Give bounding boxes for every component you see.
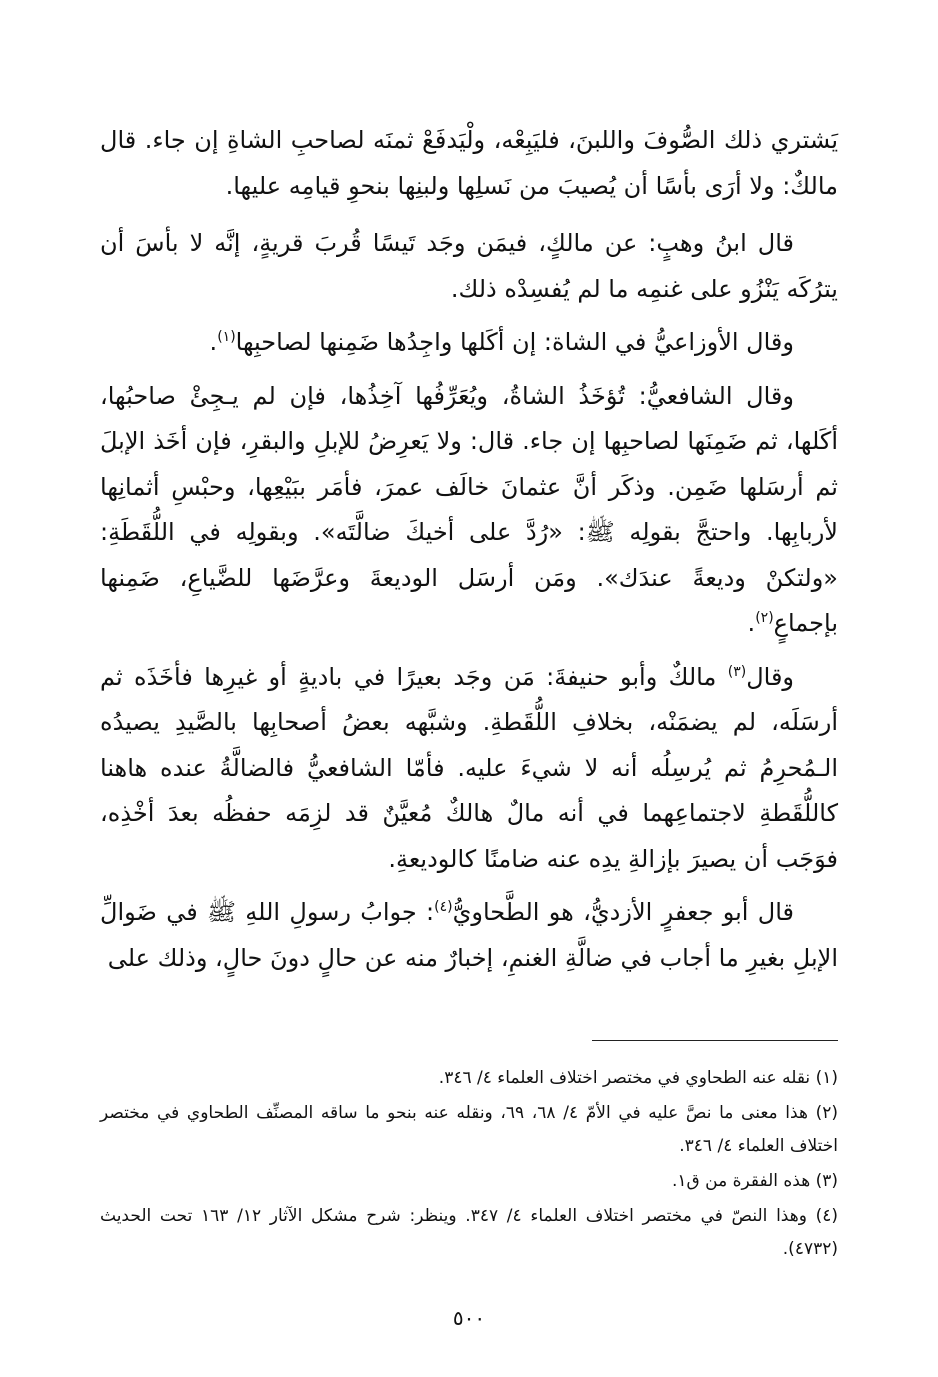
paragraph-2 [100,221,838,312]
paragraph-6-text: : جوابُ رسولِ اللهِ ﷺ في ضَوالِّ الإبلِ بغيرِ ما أجاب في ضالَّةِ الغنمِ، إخبارٌ منه عن حالٍ دونَ حالٍ، وذلك على [100,898,838,972]
footnote-3: (٣) هذه الفقرة من ق١. [672,1171,838,1191]
paragraph-5-start: وقال [746,662,794,691]
footnote-2: (٢) هذا معنى ما نصَّ عليه في الأمّ ٤/ ٦٨، ٦٩، ونقله عنه بنحو ما ساقه المصنِّف الطحاوي في مختصر اختلاف العلماء ٤/ ٣٤٦. [100,1103,838,1156]
paragraph-6-start: قال أبو جعفرٍ الأزديُّ، هو الطَّحاويُّ [452,898,794,926]
page-number: ٥٠٠ [452,1306,486,1330]
paragraph-5 [100,655,838,883]
footnote-ref-1: (١) [217,329,236,345]
footnote-4: (٤) وهذا النصّ في مختصر اختلاف العلماء ٤/ ٣٤٧. وينظر: شرح مشكل الآثار ١٢/ ١٦٣ تحت الحديث (٤٧٣٢). [100,1206,838,1259]
paragraph-4-text: وقال الشافعيُّ: تُؤخَذُ الشاةُ، ويُعَرِّفُها آخِذُها، فإن لم يـجِئْ صاحبُها، أكَلها، ثم ضَمِنَها لصاحبِها إن جاء. قال: ولا يَعرِضُ للإبلِ والبقرِ، فإن أخَذ الإبلَ ثم أرسَلها ضَمِن. وذكَر أنَّ عثمانَ خالَف عمرَ، فأمَر ببَيْعِها، وحبْسِ أثمانِها لأربابِها. واحتجَّ بقولِه ﷺ: «رُدَّ على أخيكَ ضالَّتَه». وبقولِه في اللُّقَطَةِ: «ولتكنْ وديعةً عندَك». ومَن أرسَل الوديعةَ وعرَّضَها للضَّياعِ، ضَمِنها بإجماعٍ [100,381,838,637]
footnote-1: (١) نقله عنه الطحاوي في مختصر اختلاف العلماء ٤/ ٣٤٦. [438,1068,838,1088]
paragraph-3 [100,320,838,366]
paragraph-3-text: وقال الأوزاعيُّ في الشاة: إن أكَلها واجِدُها ضَمِنها لصاحبِها [235,328,794,356]
paragraph-4 [100,374,838,647]
footnote-ref-4: (٤) [434,899,453,915]
paragraph-4-end: . [747,609,756,637]
paragraph-5-text: مالكٌ وأبو حنيفةَ: مَن وجَد بعيرًا في باديةٍ أو غيرِها فأخَذَه ثم أرسَلَه، لم يضمَنْه، بخلافِ اللُّقَطةِ. وشبَّهه بعضُ أصحابِها بالصَّيدِ يصيدُه الـمُحرِمُ ثم يُرسِلُه أنه لا شيءَ عليه. فأمّا الشافعيُّ فالضالَّةُ عنده هاهنا كاللُّقَطةِ لاجتماعِهما في أنه مالٌ هالكٌ مُعيَّنٌ قد لزِمَه حفظُه بعدَ أخْذِه، فوَجَب أن يصيرَ بإزالةِ يدِه عنه ضامنًا كالوديعةِ. [100,662,838,873]
paragraph-2-text: قال ابنُ وهبٍ: عن مالكٍ، فيمَن وجَد تَيسًا قُربَ قريةٍ، إنَّه لا بأسَ أن يترُكَه يَنْزُو على غنمِه ما لم يُفسِدْه ذلك. [100,229,838,303]
paragraph-3-end: . [209,328,218,356]
paragraph-1 [100,118,838,209]
paragraph-1-text: يَشتري ذلك الصُّوفَ واللبنَ، فليَبِعْه، ولْيَدفَعْ ثمنَه لصاحبِ الشاةِ إن جاء. قال مالكٌ: ولا أرَى بأسًا أن يُصيبَ من نَسلِها ولبنِها بنحوِ قيامِه عليها. [100,126,838,200]
footnote-divider [592,1040,838,1041]
footnote-ref-2: (٢) [755,610,774,626]
footnotes [100,1062,838,1268]
footnote-ref-3: (٣) [727,663,747,680]
paragraph-6 [100,890,838,981]
main-text-body [100,118,838,981]
